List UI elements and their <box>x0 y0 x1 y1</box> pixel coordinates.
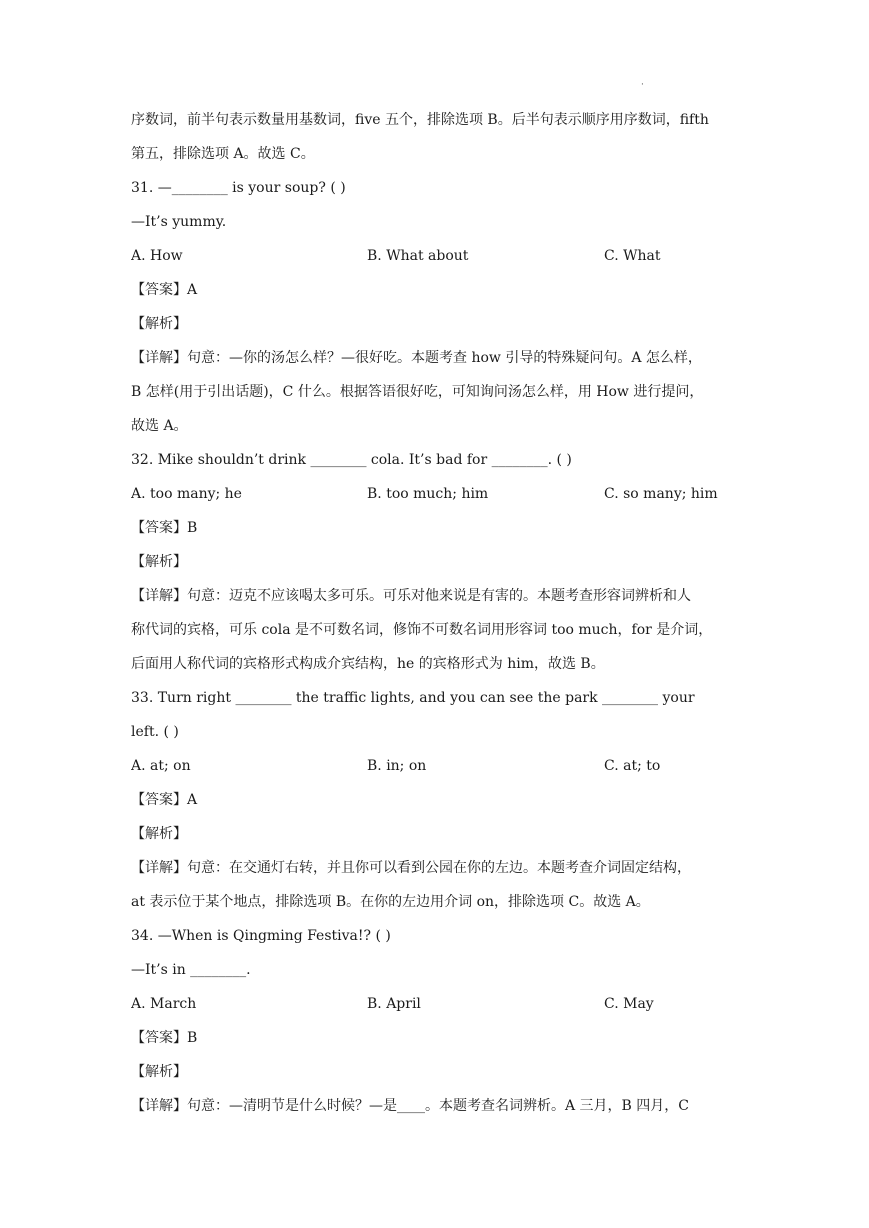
analysis-label: 【解析】 <box>131 554 187 570</box>
option-a: A. How <box>131 248 183 264</box>
analysis-label: 【解析】 <box>131 826 187 842</box>
question-32-stem: 32. Mike shouldn’t drink ________ cola. It’s bad for ________. ( ) <box>131 452 572 468</box>
question-34-options <box>131 987 737 1021</box>
intro-line: 序数词，前半句表示数量用基数词，five 五个，排除选项 B。后半句表示顺序用序数词，fifth <box>131 112 709 128</box>
question-33-stem: left. ( ) <box>131 724 179 740</box>
answer-label: 【答案】A <box>131 282 198 298</box>
question-33-options <box>131 749 737 783</box>
option-a: A. March <box>131 996 197 1012</box>
detail-line: B 怎样(用于引出话题)，C 什么。根据答语很好吃，可知询问汤怎么样，用 How 进行提问， <box>131 384 704 400</box>
option-b: B. April <box>367 996 421 1012</box>
header-mark: · <box>641 80 644 90</box>
answer-label: 【答案】A <box>131 792 198 808</box>
option-c: C. at; to <box>604 758 661 774</box>
answer-label: 【答案】B <box>131 1030 198 1046</box>
detail-line: 【详解】句意：在交通灯右转，并且你可以看到公园在你的左边。本题考查介词固定结构， <box>131 860 691 876</box>
question-31-stem: 31. —________ is your soup? ( ) <box>131 180 346 196</box>
detail-line: 后面用人称代词的宾格形式构成介宾结构，he 的宾格形式为 him，故选 B。 <box>131 656 605 672</box>
question-34-stem: 34. —When is Qingming Festiva!? ( ) <box>131 928 391 944</box>
question-31-reply: —It’s yummy. <box>131 214 227 230</box>
analysis-label: 【解析】 <box>131 316 187 332</box>
detail-line: 称代词的宾格，可乐 cola 是不可数名词，修饰不可数名词用形容词 too much，for 是介词， <box>131 622 713 638</box>
question-32-options <box>131 477 737 511</box>
option-b: B. What about <box>367 248 469 264</box>
option-c: C. so many; him <box>604 486 718 502</box>
analysis-label: 【解析】 <box>131 1064 187 1080</box>
question-33-stem: 33. Turn right ________ the traffic lights, and you can see the park ________ your <box>131 690 695 706</box>
option-c: C. What <box>604 248 661 264</box>
question-31-options <box>131 239 737 273</box>
option-b: B. in; on <box>367 758 427 774</box>
detail-line: 故选 A。 <box>131 418 188 434</box>
intro-line: 第五，排除选项 A。故选 C。 <box>131 146 315 162</box>
detail-line: 【详解】句意：迈克不应该喝太多可乐。可乐对他来说是有害的。本题考查形容词辨析和人 <box>131 588 691 604</box>
option-b: B. too much; him <box>367 486 489 502</box>
detail-line: 【详解】句意：—你的汤怎么样？—很好吃。本题考查 how 引导的特殊疑问句。A 怎么样， <box>131 350 702 366</box>
option-a: A. too many; he <box>131 486 242 502</box>
option-c: C. May <box>604 996 654 1012</box>
detail-line: at 表示位于某个地点，排除选项 B。在你的左边用介词 on，排除选项 C。故选 A。 <box>131 894 650 910</box>
answer-label: 【答案】B <box>131 520 198 536</box>
question-34-reply: —It’s in ________. <box>131 962 251 978</box>
detail-line: 【详解】句意：—清明节是什么时候？—是____。本题考查名词辨析。A 三月，B 四月，C <box>131 1098 690 1114</box>
option-a: A. at; on <box>131 758 191 774</box>
document-page <box>131 103 737 1123</box>
